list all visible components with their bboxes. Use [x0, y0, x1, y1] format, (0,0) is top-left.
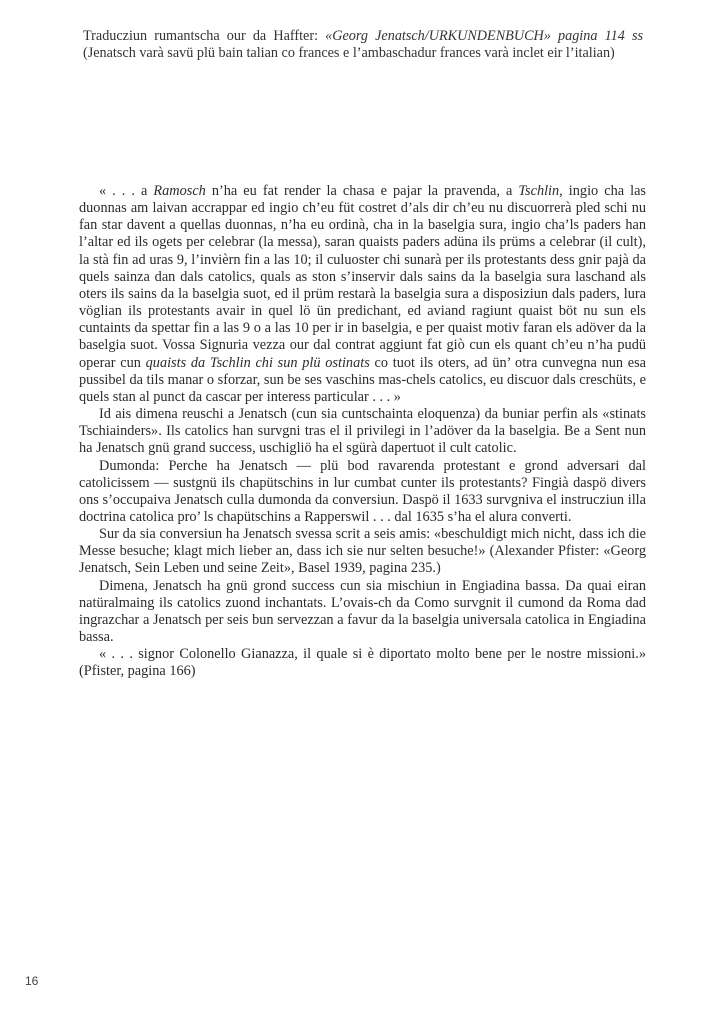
header-note: (Jenatsch varà savü plü bain talian co frances e l’ambaschadur frances varà inclet eir l’italian) — [83, 45, 615, 62]
place-name-tschlin: Tschlin, — [518, 183, 563, 199]
paragraph-quote-ramosch — [79, 183, 646, 406]
text-run: co tuot ils oters, ad ün’ otra cunvegna nun esa pussibel da tils manar o sforzar, sun be ses vaschins mas-chels catolics, eu discuor dals creschüts, e quels stan al punct da cascar per interess particular . . . » — [79, 354, 646, 405]
paragraph-conversiun: Sur da sia conversiun ha Jenatsch svessa scrit a seis amis: «beschuldigt mich nicht, dass ich die Messe besuche; klagt mich lieber an, dass ich sie nur selten besuche!» (Alexander Pfister: «Georg Jenatsch, Sein Leben und seine Zeit», Basel 1939, pagina 235.) — [79, 526, 646, 577]
emphasis-tschlin-ostinats: quaists da Tschlin chi sun plü ostinats — [145, 354, 370, 371]
paragraph-dumonda: Dumonda: Perche ha Jenatsch — plü bod ravarenda protestant e grond adversari dal catolicissem — sustgnü ils chapütschins in lur cumbat cunter ils protestants? Fingià daspö divers ons s’occupaiva Jenatsch culla dumonda da conversiun. Daspö il 1633 survgniva el instrucziun illa doctrina catolica pro’ ls chapütschins a Rapperswil . . . dal 1635 s’ha el alura converti. — [79, 457, 646, 525]
paragraph-success: Dimena, Jenatsch ha gnü grond success cun sia mischiun in Engiadina bassa. Da quai eiran natüralmaing ils catolics zuond inchantats. L’ovais-ch da Como survgnit il cumond da Roma dad ingrazchar a Jenatsch per seis bun servezzan a favur da la baselgia universala catolica in Engiadina bassa. — [79, 577, 646, 646]
header-intro: Traducziun rumantscha our da Haffter: — [83, 28, 326, 44]
paragraph-gianazza: « . . . signor Colonello Gianazza, il quale si è diportato molto bene per le nostre missioni.» (Pfister, pagina 166) — [79, 646, 646, 680]
text-run: ingio cha las duonnas am laivan accrappar ed ingio ch’eu füt costret d’als dir ch’eu nu discuorrerà pled schi nu fan star davent a quellas duonnas, n’ha eu ordinà, cha in la baselgia sura, ingio cha’ls paders han l’altar ed ils ogets per celebrar (la messa), saran quaists paders adüna ils prüms a celebrar (il cult), la stà fin ad uras 9, l’invièrn fin a las 10; il culuoster chi sunarà per ils protestants dess gnir pajà da quels sainza dan dals catolics, quals as ston s’inservir dals sains da la baselgia sura laschand als oters ils sains da la baselgia suot, ed il prüm restarà la baselgia sura a disposiziun dals paders, lura vöglian ils protestants avair in quel lö ün predichant, ed aviand ragiunt quaist böt nu sun els cuntaints da spettar fin a las 9 o a las 10 per ir in baselgia, e per quaist motiv faran els adöver da la baselgia suot. Vossa Signuria vezza our dal contrat aggiunt fat giò cun els quant ch’eu n’ha pudü operar cun — [79, 183, 646, 371]
paragraph-eloquenza: Id ais dimena reuschi a Jenatsch (cun sia cuntschainta eloquenza) da buniar perfin als «stinats Tschiainders». Ils catolics han survgni tras el il privilegi in l’adöver da la baselgia. Be a Sent nun ha Jenatsch gnü grand success, uschigliö ha el sgürà dapertuot il cult catolic. — [79, 406, 646, 457]
header-source-title: «Georg Jenatsch/URKUNDENBUCH» pagina 114 ss — [325, 28, 643, 44]
text-run: n’ha eu fat render la chasa e pajar la pravenda, a — [205, 183, 519, 199]
text-run: « . . . a — [99, 183, 154, 199]
place-name-ramosch: Ramosch — [153, 183, 206, 199]
source-header — [83, 28, 643, 62]
body-text — [79, 183, 646, 681]
page-number: 16 — [25, 974, 39, 988]
